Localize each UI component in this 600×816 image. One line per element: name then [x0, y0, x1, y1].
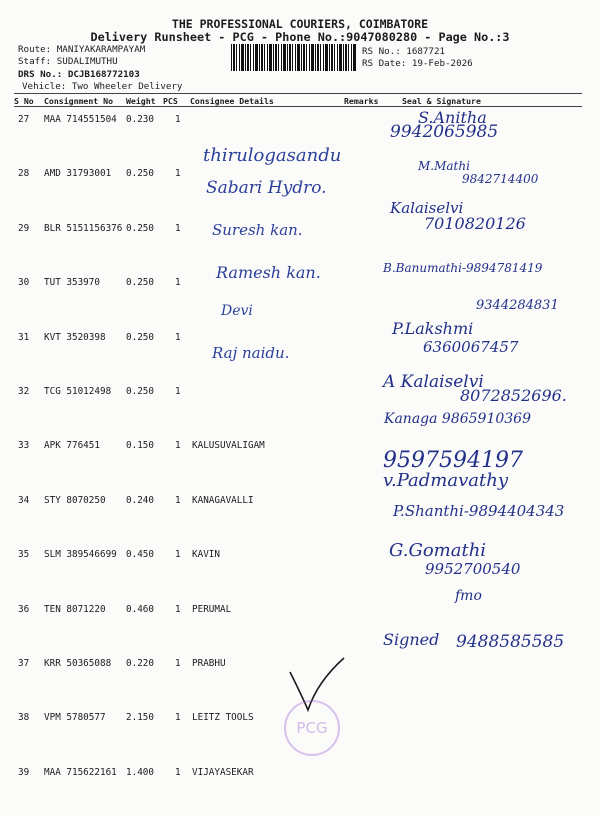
row-pcs: 1 [175, 494, 181, 506]
row-weight: 0.150 [126, 440, 154, 452]
receiver-signature: 9942065985 [390, 122, 499, 142]
row-pcs: 1 [175, 603, 181, 615]
vehicle-info [22, 81, 182, 92]
receiver-phone: 7010820126 [424, 214, 526, 233]
row-pcs: 1 [175, 168, 181, 180]
row-weight: 0.450 [126, 549, 154, 561]
rs-number-info [362, 46, 445, 57]
row-weight: 0.230 [126, 114, 154, 125]
drs-value: DCJB168772103 [67, 69, 140, 80]
staff-label: Staff: [18, 56, 52, 67]
company-title: THE PROFESSIONAL COURIERS, COIMBATORE [171, 17, 429, 31]
row-consignee: LEITZ TOOLS [192, 712, 254, 724]
receiver-signature: P.Shanthi-9894404343 [393, 502, 565, 520]
row-consignment-no: APK 776451 [44, 440, 100, 452]
receiver-signature: M.Mathi [418, 159, 470, 173]
header-divider-bottom [14, 106, 582, 107]
col-sno: S No [14, 96, 34, 106]
receiver-signature: Kanaga 9865910369 [384, 411, 531, 427]
row-weight: 0.250 [126, 386, 154, 397]
row-consignment-no: STY 8070250 [44, 494, 106, 506]
row-consignment-no: MAA 715622161 [44, 766, 117, 778]
row-sno: 36 [18, 603, 30, 615]
route-label: Route: [18, 44, 52, 55]
table-row [0, 762, 600, 816]
col-consignee: Consignee Details [190, 96, 274, 106]
col-pcs: PCS [163, 96, 178, 106]
drs-label: DRS No.: [18, 69, 63, 80]
handwritten-consignee: Suresh kan. [212, 221, 303, 239]
rs-no-label: RS No.: [362, 46, 401, 57]
row-consignment-no: TCG 51012498 [44, 386, 112, 397]
staff-value: SUDALIMUTHU [56, 56, 118, 67]
receiver-signature: B.Banumathi-9894781419 [383, 261, 543, 275]
row-weight: 0.460 [126, 603, 154, 615]
receiver-phone: S.Anitha [418, 108, 487, 127]
receiver-signature: G.Gomathi [389, 540, 487, 561]
row-weight: 0.250 [126, 331, 154, 343]
barcode [231, 44, 356, 71]
row-sno: 33 [18, 440, 30, 452]
row-consignee: PRABHU [192, 658, 226, 669]
receiver-signature: Kalaiselvi [390, 199, 464, 217]
office-stamp: PCG [284, 700, 340, 756]
row-pcs: 1 [175, 712, 181, 724]
route-info [18, 44, 145, 55]
handwritten-consignee: Sabari Hydro. [206, 178, 327, 198]
row-consignee: KANAGAVALLI [192, 494, 254, 506]
handwritten-consignee: Devi [221, 303, 253, 319]
row-consignment-no: AMD 31793001 [44, 168, 112, 180]
route-value: MANIYAKARAMPAYAM [56, 44, 146, 55]
receiver-phone: v.Padmavathy [383, 470, 509, 491]
receiver-signature: Signed [383, 630, 440, 649]
staff-info [18, 56, 118, 67]
row-weight: 1.400 [126, 766, 154, 778]
row-consignee: KAVIN [192, 549, 220, 561]
header-divider-top [14, 93, 582, 94]
handwritten-consignee: Raj naidu. [212, 344, 290, 362]
row-sno: 31 [18, 331, 30, 343]
row-pcs: 1 [175, 766, 181, 778]
row-sno: 28 [18, 168, 30, 180]
row-consignee: PERUMAL [192, 603, 232, 615]
row-pcs: 1 [175, 658, 181, 669]
row-pcs: 1 [175, 331, 181, 343]
receiver-signature: A Kalaiselvi [383, 372, 484, 392]
row-sno: 29 [18, 222, 30, 234]
rs-no-value: 1687721 [406, 46, 446, 57]
col-seal-signature: Seal & Signature [402, 96, 481, 106]
receiver-phone: 6360067457 [423, 338, 519, 356]
row-pcs: 1 [175, 277, 181, 289]
row-sno: 38 [18, 712, 30, 724]
row-sno: 37 [18, 658, 30, 669]
row-consignment-no: KRR 50365088 [44, 658, 112, 669]
row-weight: 0.250 [126, 222, 154, 234]
receiver-phone: fmo [455, 588, 482, 604]
drs-info [18, 69, 140, 80]
row-consignment-no: KVT 3520398 [44, 331, 106, 343]
row-weight: 0.250 [126, 277, 154, 289]
row-pcs: 1 [175, 114, 181, 125]
handwritten-consignee: Ramesh kan. [216, 263, 321, 282]
row-sno: 39 [18, 766, 30, 778]
vehicle-value: Two Wheeler Delivery [71, 81, 183, 92]
row-consignment-no: MAA 714551504 [44, 114, 117, 125]
receiver-phone: 8072852696. [460, 386, 567, 405]
row-weight: 0.220 [126, 658, 154, 669]
row-consignee: VIJAYASEKAR [192, 766, 254, 778]
row-consignment-no: VPM 5780577 [44, 712, 106, 724]
row-consignee: KALUSUVALIGAM [192, 440, 265, 452]
row-sno: 27 [18, 114, 30, 125]
col-remarks: Remarks [344, 96, 379, 106]
row-consignment-no: TUT 353970 [44, 277, 100, 289]
handwritten-consignee: thirulogasandu [203, 145, 342, 166]
receiver-signature: 9597594197 [383, 448, 523, 473]
rs-date-label: RS Date: [362, 58, 407, 69]
rs-date-value: 19-Feb-2026 [411, 58, 473, 69]
row-sno: 34 [18, 494, 30, 506]
receiver-phone: 9842714400 [462, 172, 539, 186]
rs-date-info [362, 58, 473, 69]
row-pcs: 1 [175, 222, 181, 234]
runsheet-subtitle: Delivery Runsheet - PCG - Phone No.:9047080280 - Page No.:3 [90, 30, 510, 44]
col-weight: Weight [126, 96, 156, 106]
vehicle-label: Vehicle: [22, 81, 67, 92]
row-sno: 32 [18, 386, 30, 397]
row-consignment-no: SLM 389546699 [44, 549, 117, 561]
row-pcs: 1 [175, 440, 181, 452]
row-weight: 2.150 [126, 712, 154, 724]
receiver-signature: P.Lakshmi [392, 319, 474, 338]
row-sno: 35 [18, 549, 30, 561]
receiver-phone: 9952700540 [425, 560, 521, 578]
row-sno: 30 [18, 277, 30, 289]
row-pcs: 1 [175, 549, 181, 561]
row-consignment-no: BLR 5151156376 [44, 222, 123, 234]
receiver-phone: 9344284831 [476, 298, 559, 313]
row-pcs: 1 [175, 386, 181, 397]
col-consignment: Consignment No [44, 96, 114, 106]
receiver-phone: 9488585585 [456, 632, 565, 652]
row-consignment-no: TEN 8071220 [44, 603, 106, 615]
row-weight: 0.250 [126, 168, 154, 180]
row-weight: 0.240 [126, 494, 154, 506]
